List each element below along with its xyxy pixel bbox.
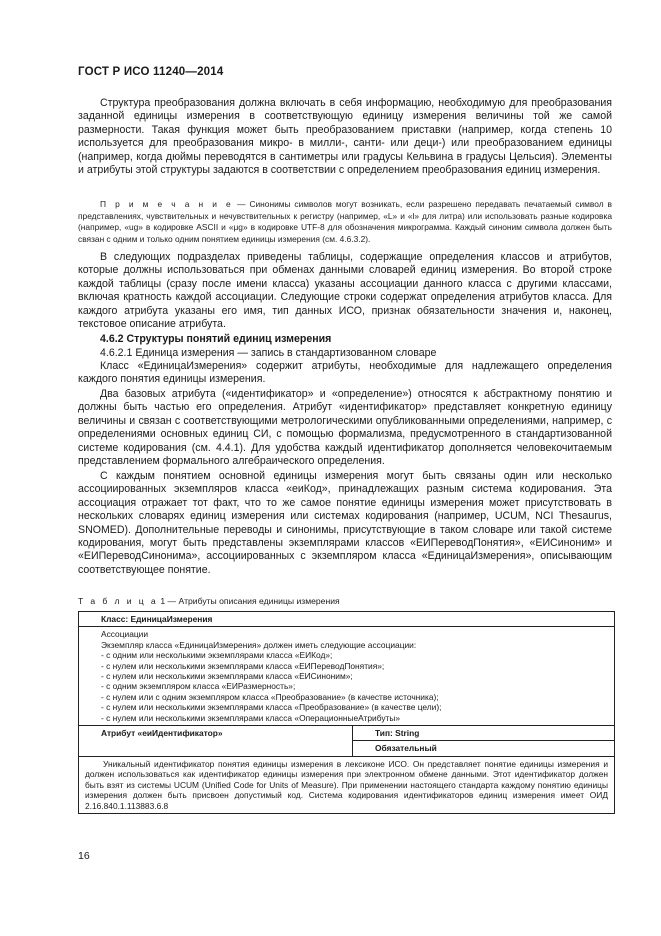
table-caption-label: Т а б л и ц а (78, 596, 158, 606)
attribute-type-cell: Тип: String (353, 726, 615, 741)
association-item: - с нулем или несколькими экземплярами класса «ОперационныеАтрибуты» (101, 712, 401, 723)
association-item: - с нулем или с одним экземпляром класса «Преобразование» (в качестве источника); (101, 691, 439, 702)
note-text: — Синонимы символов могут возникать, если разрешено передавать печатаемый символ в представлениях, чувствительных и нечувствительных к регистру (например, «L» и «l» для литра) или использовать разные кодировка (например, «ug» в кодировке ASCII и «μg» в кодировке UTF-8 для обозначения микрограмма. Каждый синоним символа должен быть связан с одним и только одним понятием единицы измерения (см. 4.6.3.2). (78, 199, 612, 244)
note-label: П р и м е ч а н и е (100, 199, 234, 209)
paragraph-base-attributes: Два базовых атрибута («идентификатор» и «определение») относятся к абстрактному понятию и должны быть частью его определения. Атрибут «идентификатор» представляет конкретную единицу величины и связан с соответствующими метрологическими опубликованными определениями, например, с определениями основных единиц СИ, с помощью формализма, предусмотренного в стандартизованной системе кодирования (см. 4.4.1). Для удобства каждый идентификатор дополняется человекочитаемым представлением формального алгебраического определения. (78, 388, 612, 468)
table-caption-text: 1 — Атрибуты описания единицы измерения (158, 596, 340, 606)
section-heading-4-6-2: 4.6.2 Структуры понятий единиц измерения (100, 333, 332, 345)
table-row (79, 756, 615, 813)
table-row (79, 726, 615, 741)
paragraph-transformation: Структура преобразования должна включать в себя информацию, необходимую для преобразования заданной единицы измерения в соответствующую единицу измерения величины той же самой размерности. Такая функция может быть преобразованием приставки (например, когда степень 10 используется для преобразования микро- в милли-, санти- или деци-) или преобразованием единицы (например, когда дюймы переводятся в сантиметры или градусы Кельвина в градусы Цельсия). Элементы и атрибуты этой структуры задаются в соответствии с определением преобразования единиц измерения. (78, 97, 612, 177)
attribute-name-cell: Атрибут «еиИдентификатор» (79, 726, 353, 757)
note (78, 199, 612, 245)
associations-cell (79, 627, 615, 726)
associations-title: Ассоциации (101, 629, 148, 640)
table-row (79, 612, 615, 627)
section-heading-4-6-2-1: 4.6.2.1 Единица измерения — запись в стандартизованном словаре (100, 347, 437, 359)
paragraph-code-associations: С каждым понятием основной единицы измерения могут быть связаны один или несколько ассоциированных экземпляров класса «еиКод», принадлежащих разным система кодирования. Эта ассоциация отражает тот факт, что то же самое понятие единицы измерения может присутствовать в нескольких словарях единиц измерения или системах кодирования (например, UCUM, NCI Thesaurus, SNOMED). Дополнительные переводы и синонимы, присутствующие в таком словаре или такой системе кодирования, могут быть представлены экземплярами классов «ЕИПереводПонятия», «ЕИСиноним» и «ЕИПереводСинонима», ассоциированных с экземпляром класса «ЕдиницаИзмерения», описывающим соответствующее понятие. (78, 470, 612, 576)
association-item: - с нулем или несколькими экземплярами класса «ЕИСиноним»; (101, 671, 353, 682)
table-caption (78, 596, 340, 606)
document-header: ГОСТ Р ИСО 11240—2014 (78, 66, 224, 78)
attribute-description-cell: Уникальный идентификатор понятия единицы измерения в лексиконе ИСО. Он представляет понятие единицы измерения и должен использоваться как идентификатор единицы измерения при электронном обмене данными. Этот идентификатор должен быть взят из системы UCUM (Unified Code for Units of Measure). При применении настоящего стандарта каждому понятию единицы измерения должен быть присвоен допустимый код. Система кодирования идентификаторов единиц измерения имеет ОИД 2.16.840.1.113883.6.8 (79, 756, 615, 813)
class-name-cell: Класс: ЕдиницаИзмерения (79, 612, 615, 627)
association-item: - с одним или несколькими экземплярами класса «ЕИКод»; (101, 650, 333, 661)
associations-intro: Экземпляр класса «ЕдиницаИзмерения» должен иметь следующие ассоциации: (101, 639, 417, 650)
attributes-table (78, 611, 615, 814)
attribute-required-cell: Обязательный (353, 741, 615, 756)
association-item: - с одним экземпляром класса «ЕИРазмерность»; (101, 681, 296, 692)
page-number: 16 (78, 850, 90, 862)
association-item: - с нулем или несколькими экземплярами класса «Преобразование» (в качестве цели); (101, 702, 442, 713)
table-row (79, 627, 615, 726)
paragraph-subsections: В следующих подразделах приведены таблицы, содержащие определения классов и атрибутов, которые должны использоваться при обменах данными словарей единиц измерения. Во второй строке каждой таблицы (сразу после имени класса) указаны ассоциации данного класса с другими классами, включая кратность каждой ассоциации. Следующие строки содержат определения атрибутов класса. Для каждого атрибута указаны его имя, тип данных ИСО, признак обязательности значения и, наконец, текстовое описание атрибута. (78, 251, 612, 331)
association-item: - с нулем или несколькими экземплярами класса «ЕИПереводПонятия»; (101, 660, 385, 671)
paragraph-class-unit: Класс «ЕдиницаИзмерения» содержит атрибуты, необходимые для надлежащего определения каждого понятия единицы измерения. (78, 360, 612, 386)
